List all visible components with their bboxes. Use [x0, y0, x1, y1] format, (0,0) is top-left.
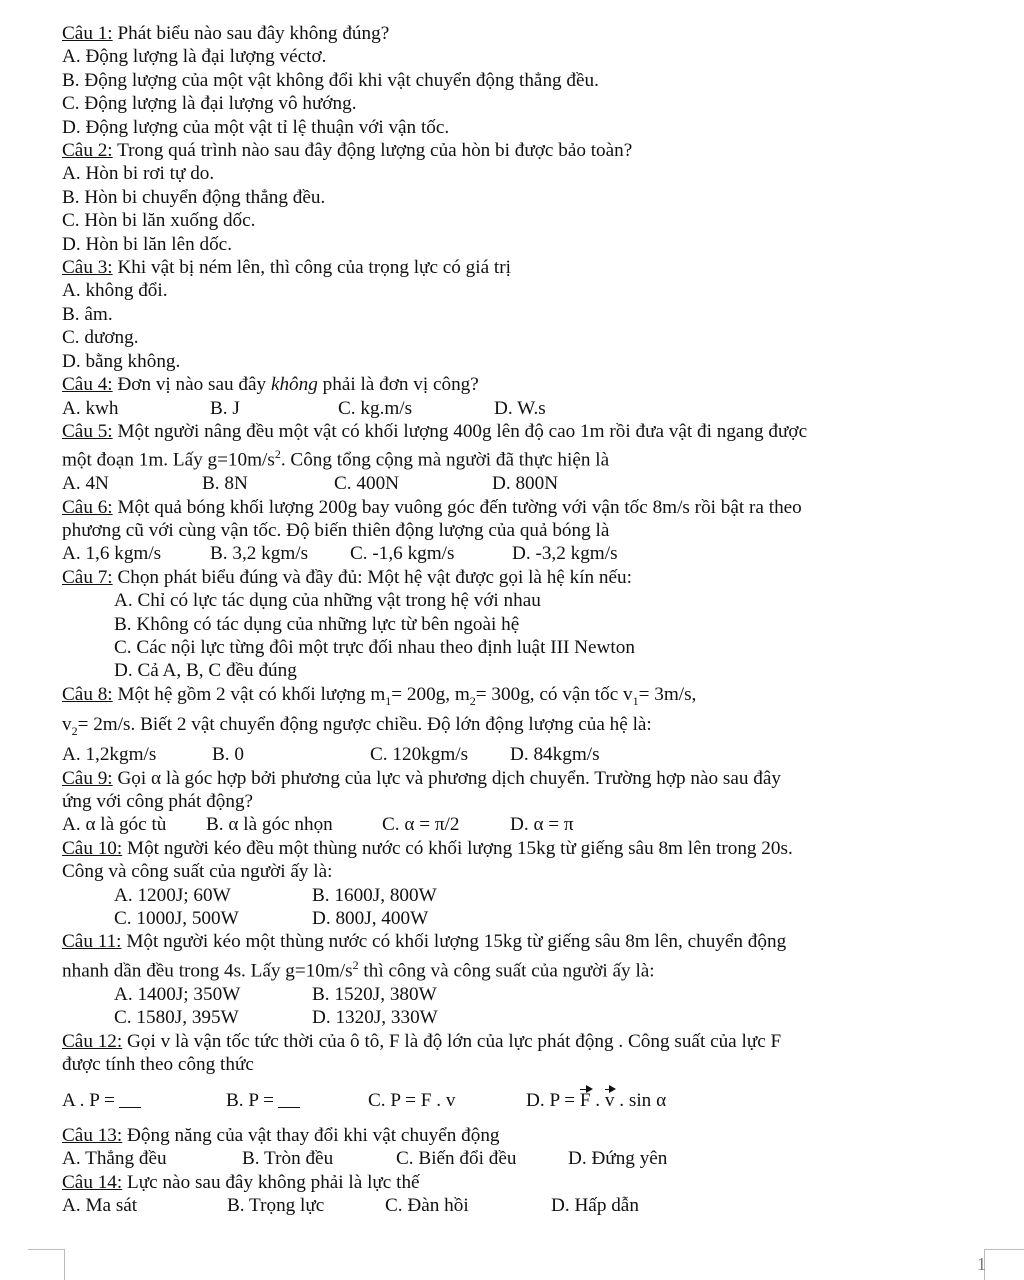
question-12 [62, 1030, 992, 1053]
answer-c: C. 120kgm/s [370, 744, 469, 766]
document-body [62, 22, 992, 1217]
answer-a: A. kwh [62, 397, 119, 419]
question-text: Một người kéo đều một thùng nước có khối lượng 15kg từ giếng sâu 8m lên trong 20s. [122, 837, 793, 859]
question-label: Câu 5: [62, 420, 113, 442]
answer-a: A. không đổi. [62, 280, 168, 302]
question-13 [62, 1124, 992, 1147]
question-label: Câu 1: [62, 23, 113, 44]
question-10 [62, 837, 992, 860]
question-label: Câu 9: [62, 767, 113, 789]
answer-row [62, 1194, 992, 1217]
answer-c: C. α = π/2 [382, 814, 460, 836]
answer-d: D. Cả A, B, C đều đúng [114, 660, 297, 682]
answer-a: A. Thẳng đều [62, 1148, 167, 1170]
answer-d [526, 1089, 666, 1112]
answer-b: B. 3,2 kgm/s [210, 543, 309, 565]
question-label: Câu 13: [62, 1124, 123, 1146]
question-text: v [62, 714, 72, 735]
question-label: Câu 4: [62, 374, 113, 396]
question-text: Khi vật bị ném lên, thì công của trọng lực có giá trị [112, 257, 511, 279]
question-12-line-2: được tính theo công thức [62, 1053, 254, 1075]
answer-a: A. Chỉ có lực tác dụng của những vật trong hệ với nhau [114, 590, 541, 612]
subscript: 2 [469, 693, 476, 708]
answer-b: B. Tròn đều [242, 1148, 334, 1170]
answer-d: D. -3,2 kgm/s [512, 543, 618, 565]
answer-c: C. P = F . v [368, 1090, 456, 1112]
question-8-line-2 [62, 713, 992, 743]
question-text: Gọi v là vận tốc tức thời của ô tô, F là độ lớn của lực phát động . Công suất của lực F [122, 1030, 782, 1052]
question-label: Câu 11: [62, 931, 122, 953]
answer-d-text-end: . sin α [614, 1090, 667, 1112]
emphasis-text: không [270, 374, 318, 396]
question-11 [62, 930, 992, 953]
question-10-line-2: Công và công suất của người ấy là: [62, 861, 333, 883]
answer-a: A. 1,6 kgm/s [62, 543, 162, 565]
question-text-end: thì công và công suất của người ấy là: [358, 960, 655, 982]
question-label: Câu 10: [62, 837, 123, 859]
answer-a: A. Hòn bi rơi tự do. [62, 163, 215, 185]
question-text: Gọi α là góc hợp bởi phương của lực và phương dịch chuyển. Trường hợp nào sau đây [112, 767, 781, 789]
question-text: Phát biểu nào sau đây không đúng? [112, 23, 390, 44]
answer-b [226, 1089, 368, 1112]
answer-d: D. bằng không. [62, 350, 181, 372]
question-text: = 3m/s, [638, 683, 697, 705]
answer-c: C. dương. [62, 327, 139, 349]
question-text: Chọn phát biểu đúng và đầy đủ: Một hệ vật được gọi là hệ kín nếu: [112, 566, 632, 588]
answer-row [62, 983, 992, 1006]
fraction-bar [119, 1096, 141, 1108]
question-text: Một hệ gồm 2 vật có khối lượng m [112, 683, 386, 705]
question-5 [62, 420, 992, 443]
question-6 [62, 496, 992, 519]
page-corner-mark-left [28, 1249, 65, 1280]
answer-d: D. 84kgm/s [510, 744, 600, 766]
page-number: 1 [977, 1254, 986, 1274]
question-3 [62, 256, 992, 279]
question-1 [62, 22, 992, 45]
answer-b: B. Động lượng của một vật không đổi khi vật chuyển động thẳng đều. [62, 69, 599, 91]
answer-b: B. Hòn bi chuyển động thẳng đều. [62, 186, 326, 208]
answer-b: B. Không có tác dụng của những lực từ bên ngoài hệ [114, 613, 520, 635]
question-7 [62, 566, 992, 589]
question-9-line-2: ứng với công phát động? [62, 791, 254, 813]
question-text-end: phải là đơn vị công? [317, 374, 479, 396]
question-label: Câu 7: [62, 566, 113, 588]
fraction-bar [278, 1096, 300, 1108]
answer-row [62, 907, 992, 930]
question-4 [62, 373, 992, 396]
answer-a: A. Ma sát [62, 1194, 138, 1216]
question-11-line-2 [62, 954, 992, 983]
question-text: Một quả bóng khối lượng 200g bay vuông góc đến tường với vận tốc 8m/s rồi bật ra theo [112, 496, 802, 518]
question-8 [62, 683, 992, 713]
question-6-line-2: phương cũ với cùng vận tốc. Độ biến thiên động lượng của quả bóng là [62, 519, 610, 541]
question-label: Câu 6: [62, 496, 113, 518]
answer-c: C. -1,6 kgm/s [350, 543, 455, 565]
vector-v: v [604, 1090, 615, 1112]
subscript: 1 [632, 693, 639, 708]
answer-c: C. Đàn hồi [385, 1194, 469, 1216]
answer-a: A. 1400J; 350W [114, 983, 241, 1005]
answer-d: D. Hòn bi lăn lên dốc. [62, 233, 232, 255]
answer-a: A. Động lượng là đại lượng véctơ. [62, 46, 327, 68]
question-text: Một người nâng đều một vật có khối lượng 400g lên độ cao 1m rồi đưa vật đi ngang được [112, 420, 808, 442]
dot-operator: . [590, 1090, 605, 1112]
question-label: Câu 2: [62, 140, 113, 162]
answer-row [62, 884, 992, 907]
page-corner-mark-right [984, 1249, 1024, 1280]
answer-row [62, 743, 992, 766]
answer-c: C. 1580J, 395W [114, 1007, 239, 1029]
answer-d: D. 800J, 400W [312, 908, 429, 930]
answer-row [62, 1147, 992, 1170]
answer-b-text: B. P = [226, 1090, 274, 1112]
answer-d: D. α = π [510, 814, 574, 836]
subscript: 1 [385, 693, 392, 708]
answer-d: D. Động lượng của một vật tỉ lệ thuận với vận tốc. [62, 116, 450, 138]
answer-b: B. J [210, 397, 240, 419]
question-text: Lực nào sau đây không phải là lực thế [122, 1171, 420, 1193]
answer-a: A. 1,2kgm/s [62, 744, 157, 766]
question-text: = 200g, m [391, 683, 470, 705]
subscript: 2 [71, 723, 78, 738]
answer-c: C. kg.m/s [338, 397, 413, 419]
answer-row [62, 813, 992, 836]
answer-a: A. α là góc tù [62, 814, 167, 836]
answer-b: B. Trọng lực [227, 1194, 325, 1216]
answer-b: B. α là góc nhọn [206, 814, 333, 836]
question-text: = 300g, có vận tốc v [475, 683, 633, 705]
question-text-end: . Công tổng cộng mà người đã thực hiện là [280, 449, 610, 471]
answer-a [62, 1089, 226, 1112]
question-label: Câu 12: [62, 1030, 123, 1052]
question-label: Câu 14: [62, 1171, 123, 1193]
question-9 [62, 767, 992, 790]
answer-d: D. W.s [494, 397, 546, 419]
answer-c: C. Các nội lực từng đôi một trực đối nhau theo định luật III Newton [114, 636, 635, 658]
answer-d: D. Hấp dẫn [551, 1194, 639, 1216]
question-2 [62, 139, 992, 162]
question-text: Trong quá trình nào sau đây động lượng của hòn bi được bảo toàn? [112, 140, 633, 162]
answer-a: A. 4N [62, 473, 109, 495]
answer-a: A. 1200J; 60W [114, 884, 231, 906]
vector-f: F [579, 1090, 591, 1112]
question-text: Đơn vị nào sau đây [112, 374, 271, 396]
answer-b: B. âm. [62, 303, 113, 325]
answer-row [62, 472, 992, 495]
answer-a-text: A . P = [62, 1090, 115, 1112]
answer-b: B. 0 [212, 744, 244, 766]
formula-answer-row [62, 1089, 992, 1112]
answer-row [62, 1006, 992, 1029]
answer-b: B. 8N [202, 473, 248, 495]
answer-c: C. Động lượng là đại lượng vô hướng. [62, 93, 357, 115]
answer-row [62, 542, 992, 565]
superscript: 2 [274, 447, 281, 462]
answer-row [62, 397, 992, 420]
question-14 [62, 1171, 992, 1194]
answer-c: C. Biến đổi đều [396, 1148, 517, 1170]
question-text: = 2m/s. Biết 2 vật chuyển động ngược chiều. Độ lớn động lượng của hệ là: [77, 714, 652, 735]
answer-b: B. 1600J, 800W [312, 884, 437, 906]
answer-d: D. Đứng yên [568, 1148, 668, 1170]
answer-c: C. 400N [334, 473, 400, 495]
answer-c: C. 1000J, 500W [114, 908, 239, 930]
question-text: một đoạn 1m. Lấy g=10m/s [62, 449, 275, 471]
question-5-line-2 [62, 443, 992, 472]
answer-d: D. 800N [492, 473, 559, 495]
question-text: Một người kéo một thùng nước có khối lượng 15kg từ giếng sâu 8m lên, chuyển động [121, 931, 787, 953]
answer-c: C. Hòn bi lăn xuống dốc. [62, 210, 256, 232]
answer-b: B. 1520J, 380W [312, 983, 437, 1005]
answer-d-text: D. P = [526, 1090, 580, 1112]
superscript: 2 [352, 957, 359, 972]
question-text: nhanh dần đều trong 4s. Lấy g=10m/s [62, 960, 353, 982]
answer-d: D. 1320J, 330W [312, 1007, 438, 1029]
question-label: Câu 8: [62, 683, 113, 705]
question-text: Động năng của vật thay đổi khi vật chuyển động [122, 1124, 500, 1146]
question-label: Câu 3: [62, 257, 113, 279]
